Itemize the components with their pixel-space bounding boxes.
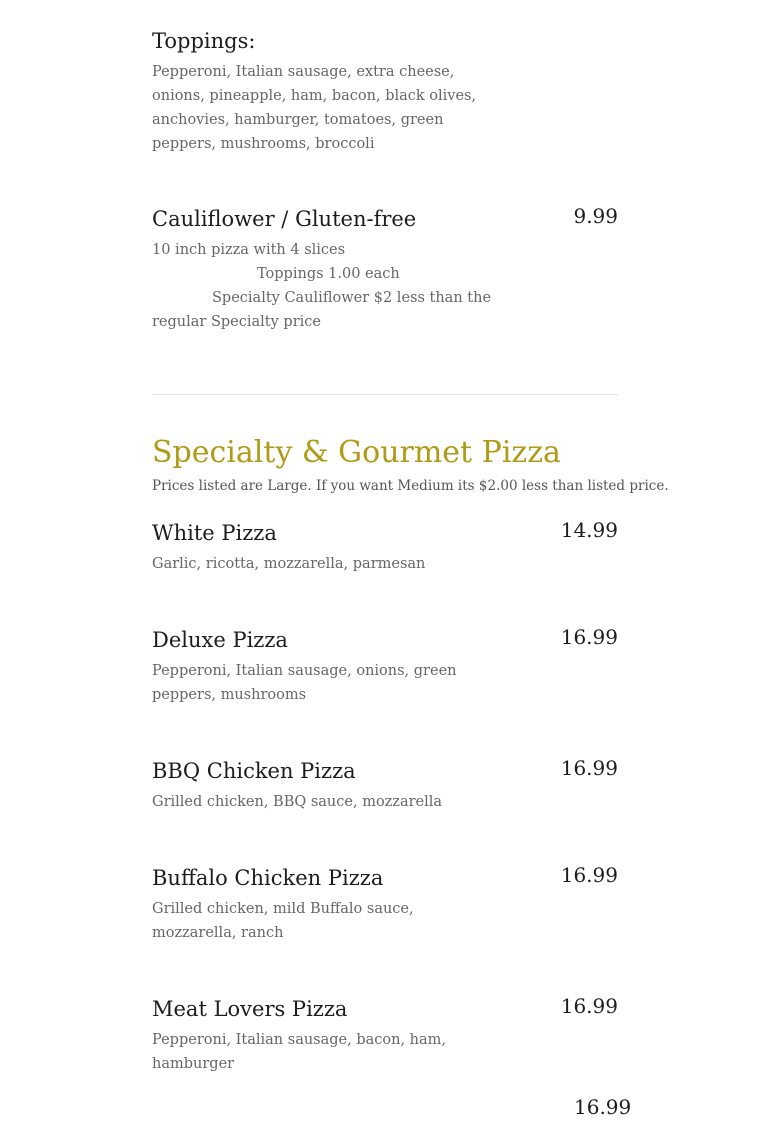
item-name: Cauliflower / Gluten-free [152,207,417,231]
menu-item [152,863,618,945]
next-item-price-text: 16.99 [574,1095,632,1119]
section-note: Prices listed are Large. If you want Medium its $2.00 less than listed price. [152,478,669,494]
item-desc-line: Specialty Cauliflower $2 less than the [212,290,492,306]
item-desc-line: regular Specialty price [152,314,321,330]
next-item-price-partial [574,1092,632,1119]
section-divider [152,394,618,395]
toppings-title: Toppings: [152,29,256,53]
item-desc: Pepperoni, Italian sausage, bacon, ham, hamburger [152,1032,447,1072]
item-price: 16.99 [560,863,618,887]
item-name: Meat Lovers Pizza [152,997,348,1021]
menu-item [152,756,618,814]
item-name: Deluxe Pizza [152,628,288,652]
menu-item [152,994,618,1076]
menu-item [152,625,618,707]
section-title: Specialty & Gourmet Pizza [152,435,561,470]
item-name: BBQ Chicken Pizza [152,759,356,783]
toppings-list: Pepperoni, Italian sausage, extra cheese, onions, pineapple, ham, bacon, black olives, anchovies, hamburger, tomatoes, green peppers, mushrooms, broccoli [152,64,477,152]
item-price: 9.99 [573,204,618,228]
item-name: White Pizza [152,521,277,545]
menu-item-cauliflower [152,204,618,334]
item-desc: Pepperoni, Italian sausage, onions, green peppers, mushrooms [152,663,457,703]
item-price: 16.99 [560,756,618,780]
item-price: 14.99 [560,518,618,542]
item-desc: Garlic, ricotta, mozzarella, parmesan [152,556,426,572]
item-price: 16.99 [560,994,618,1018]
item-desc-line: Toppings 1.00 each [257,266,400,282]
item-desc-line: 10 inch pizza with 4 slices [152,242,346,258]
item-name: Buffalo Chicken Pizza [152,866,384,890]
item-price: 16.99 [560,625,618,649]
item-desc: Grilled chicken, BBQ sauce, mozzarella [152,794,443,810]
toppings-section [152,26,618,156]
menu-item [152,518,618,576]
item-desc: Grilled chicken, mild Buffalo sauce, mozzarella, ranch [152,901,414,941]
